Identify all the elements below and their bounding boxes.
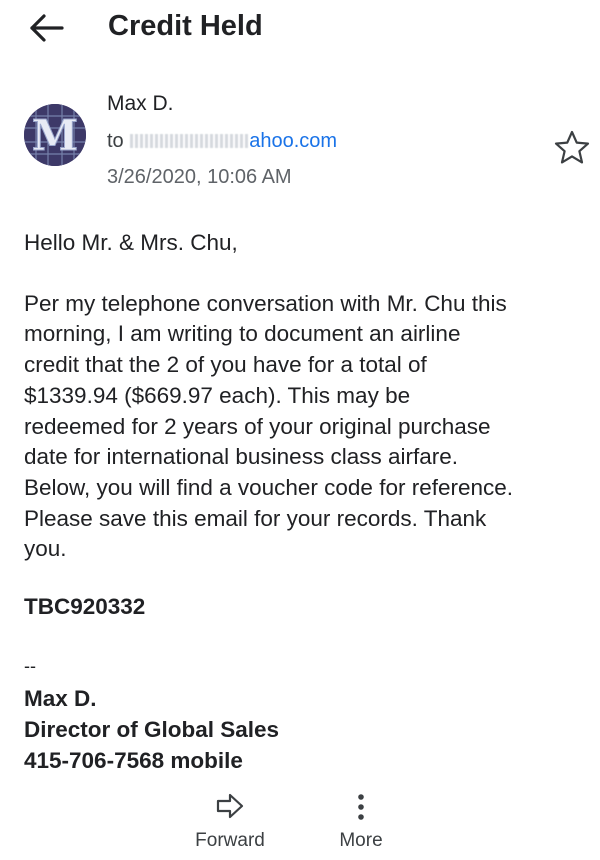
paragraph-line: $1339.94 ($669.97 each). This may be	[24, 382, 411, 408]
forward-arrow-icon	[215, 792, 245, 820]
message-header	[0, 88, 600, 198]
page-title: Credit Held	[108, 10, 263, 42]
to-label: to	[107, 130, 124, 152]
signature-title: Director of Global Sales	[24, 717, 280, 742]
message-paragraph	[24, 289, 590, 565]
greeting: Hello Mr. & Mrs. Chu,	[24, 230, 238, 255]
forward-button[interactable]	[180, 786, 280, 856]
sender-name[interactable]: Max D.	[107, 92, 174, 115]
signature-name: Max D.	[24, 686, 97, 711]
more-button[interactable]	[320, 786, 402, 856]
paragraph-line: morning, I am writing to document an airline	[24, 321, 461, 347]
app-header	[0, 0, 600, 56]
signature	[24, 683, 279, 776]
paragraph-line: Below, you will find a voucher code for reference.	[24, 474, 514, 500]
arrow-left-icon	[22, 6, 72, 50]
paragraph-line: Please save this email for your records. Thank	[24, 505, 487, 531]
star-button[interactable]	[552, 128, 592, 168]
forward-label: Forward	[195, 830, 265, 851]
avatar-logo-icon	[24, 104, 86, 166]
signature-phone[interactable]: 415-706-7568 mobile	[24, 748, 243, 773]
paragraph-line: redeemed for 2 years of your original purchase	[24, 413, 491, 439]
signature-separator: --	[24, 656, 36, 676]
redacted-address	[130, 134, 248, 148]
paragraph-line: you.	[24, 536, 67, 562]
paragraph-line: credit that the 2 of you have for a total of	[24, 352, 427, 378]
avatar[interactable]	[24, 104, 86, 166]
message-date: 3/26/2020, 10:06 AM	[107, 166, 292, 188]
paragraph-line: Per my telephone conversation with Mr. Chu this	[24, 290, 507, 316]
back-button[interactable]	[22, 6, 72, 50]
paragraph-line: date for international business class airfare.	[24, 444, 458, 470]
avatar-letter: M	[31, 111, 79, 160]
more-vert-icon	[352, 792, 370, 824]
voucher-code: TBC920332	[24, 594, 146, 619]
message-body	[24, 228, 590, 565]
recipient-line[interactable]	[107, 130, 337, 153]
action-bar	[0, 786, 600, 860]
recipient-address[interactable]: ahoo.com	[249, 130, 338, 152]
more-label: More	[339, 830, 383, 851]
star-outline-icon	[552, 128, 592, 168]
